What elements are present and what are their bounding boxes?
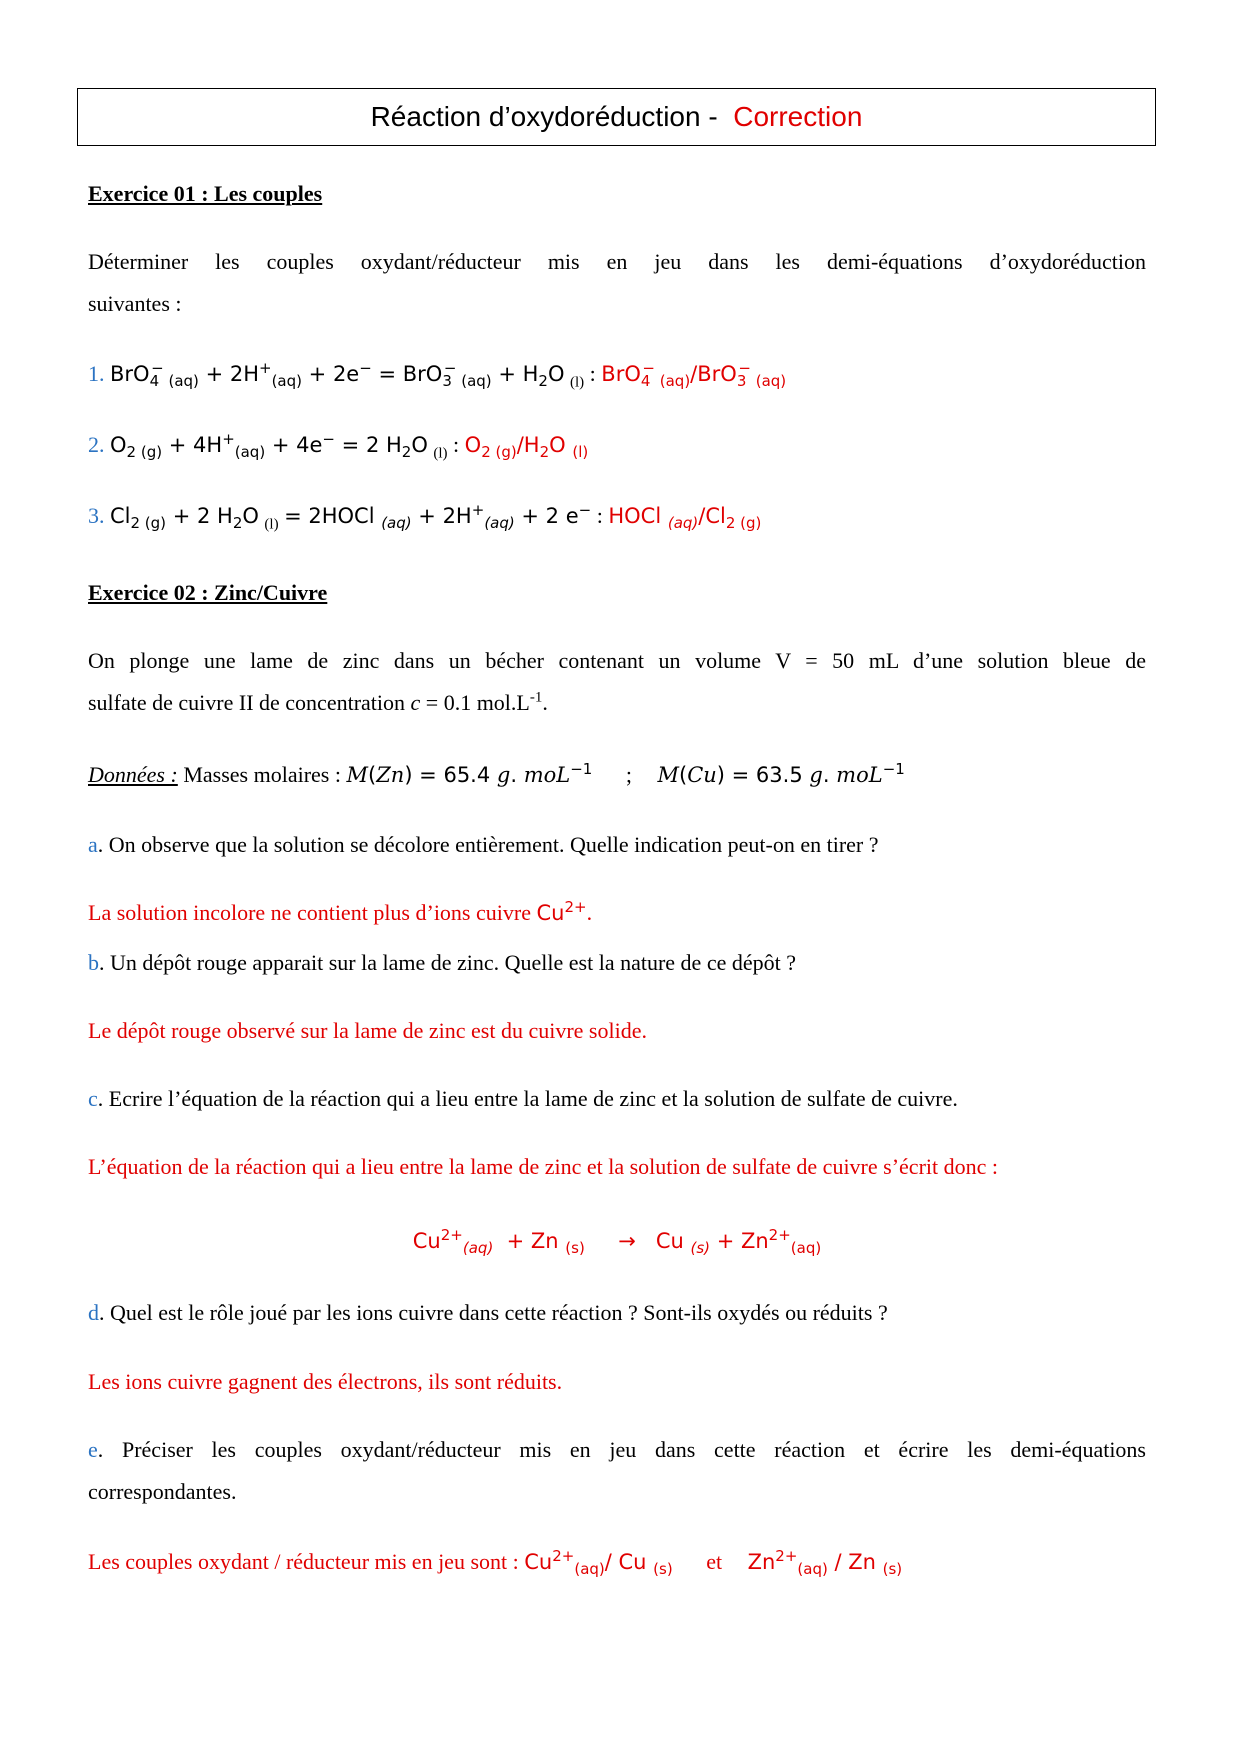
exercise1-intro-line2: suivantes :	[88, 291, 182, 316]
reaction-equation: $Cu^{2+}_{(aq)} + Zn$ $_{(s)}$ → Cu $_{(s)} + Zn^{2+}_{(aq)}$	[412, 1226, 822, 1258]
equation-2-answer: $O_{2 (g)}/H_2O$ $_{(l)}$	[464, 433, 589, 462]
answer-b: Le dépôt rouge observé sur la lame de zinc est du cuivre solide.	[88, 1018, 647, 1043]
molar-mass-zn: M(Zn) = 65.4 g. moL$^{-1}$	[346, 760, 593, 787]
title-correction: Correction	[733, 101, 863, 132]
data-line: Données : Masses molaires : M(Zn) = 65.4 g. moL$^{-1}$ ; M(Cu) = 63.5 g. moL$^{-1}$	[88, 760, 905, 787]
exercise2-intro-line2: sulfate de cuivre II de concentration c = 0.1 $mol.L^{-1}$.	[88, 689, 548, 715]
answer-c: L’équation de la réaction qui a lieu entre la lame de zinc et la solution de sulfate de cuivre s’écrit donc :	[88, 1154, 998, 1179]
question-d: d. Quel est le rôle joué par les ions cuivre dans cette réaction ? Sont-ils oxydés ou réduits ?	[88, 1300, 888, 1325]
equation-2: 2. $O_{2 (g)} + 4H^+_{(aq)} + 4e^- = 2$ $H_2O$ $_{(l)}$ : $O_{2 (g)}/H_2O$ $_{(l)}$	[88, 430, 589, 462]
question-e-line2: correspondantes.	[88, 1479, 237, 1504]
equation-3-number: 3.	[88, 503, 105, 528]
question-e-line1: e. Préciser les couples oxydant/réducteur mis en jeu dans cette réaction et écrire les demi-équations	[88, 1437, 1146, 1462]
exercise1-heading: Exercice 01 : Les couples	[88, 181, 323, 206]
title-main: Réaction d’oxydoréduction -	[370, 101, 718, 132]
answer-d: Les ions cuivre gagnent des électrons, ils sont réduits.	[88, 1369, 563, 1394]
exercise2-intro-line1: On plonge une lame de zinc dans un bécher contenant un volume V = 50 mL d’une solution bleue de	[88, 648, 1146, 673]
answer-a: La solution incolore ne contient plus d’ions cuivre $Cu^{2+}$.	[88, 898, 593, 925]
molar-mass-cu: M(Cu) = 63.5 g. moL$^{-1}$	[657, 760, 905, 787]
question-b: b. Un dépôt rouge apparait sur la lame de zinc. Quelle est la nature de ce dépôt ?	[88, 950, 796, 975]
question-c: c. Ecrire l’équation de la réaction qui a lieu entre la lame de zinc et la solution de sulfate de cuivre.	[88, 1086, 958, 1111]
title-box	[77, 88, 1156, 146]
exercise1-intro-line1: Déterminer les couples oxydant/réducteur mis en jeu dans les demi-équations d’oxydoréduction	[88, 249, 1146, 274]
data-label: Données :	[88, 762, 178, 787]
question-a: a. On observe que la solution se décolore entièrement. Quelle indication peut-on en tirer ?	[88, 832, 879, 857]
answer-e: Les couples oxydant / réducteur mis en jeu sont : $Cu^{2+}_{(aq)}/$ Cu $_{(s)}$ et $Zn^{2+}_{(aq)}$ / Zn $_{(s)}$	[88, 1547, 903, 1579]
equation-1-answer: BrO$_4$− $_{(aq)}$/BrO$_3$− $_{(aq)}$	[601, 359, 787, 391]
equation-1-number: 1.	[88, 361, 105, 386]
equation-3: 3. $Cl_{2 (g)} + 2$ $H_2O$ $_{(l)}$ = 2HOCl $_{(aq)} + 2H^+_{(aq)} + 2$ e− : HOCl $_{(aq)}/Cl_{2 (g)}$	[88, 501, 762, 533]
equation-3-answer: HOCl $_{(aq)}/Cl_{2 (g)}$	[608, 504, 762, 533]
equation-2-number: 2.	[88, 432, 105, 457]
exercise2-heading: Exercice 02 : Zinc/Cuivre	[88, 580, 328, 605]
equation-1: 1. BrO$_4$− $_{(aq)} + 2H^+_{(aq)} + 2e^- = BrO_3^-$ $_{(aq)} + H_2O$ $_{(l)}$ : BrO$_4$− $_{(aq)}$/BrO$_3$− $_{(aq)}$	[88, 359, 787, 391]
